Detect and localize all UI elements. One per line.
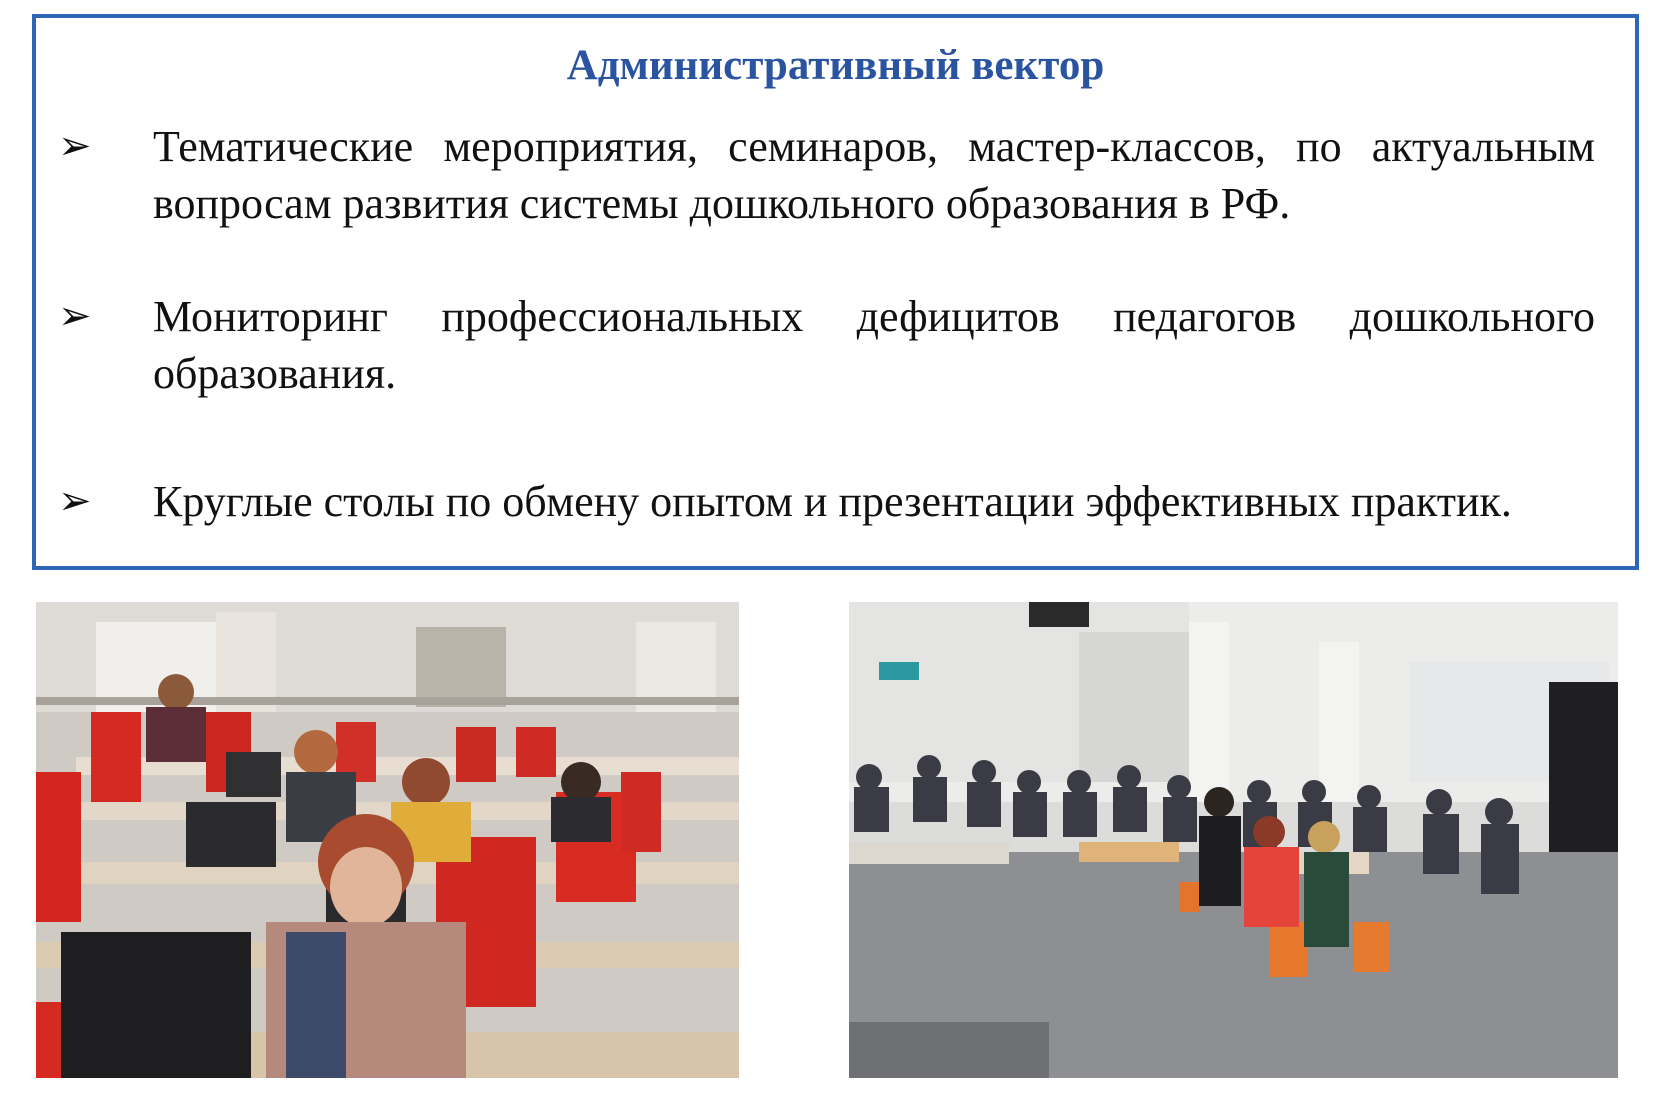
bullet-text: Мониторинг профессиональных дефицитов педагогов дошкольного образования. — [153, 292, 1595, 398]
page-title: Административный вектор — [566, 42, 1105, 89]
arrow-bullet-icon: ➢ — [58, 478, 92, 524]
arrow-bullet-icon: ➢ — [58, 293, 92, 339]
arrow-bullet-icon: ➢ — [58, 123, 92, 169]
bullet-item — [58, 288, 1595, 402]
bullet-item — [58, 118, 1595, 232]
bullet-text: Круглые столы по обмену опытом и презентации эффективных практик. — [153, 477, 1512, 526]
bullet-text: Тематические мероприятия, семинаров, мастер-классов, по актуальным вопросам развития системы дошкольного образования в РФ. — [153, 122, 1595, 228]
photo-classroom — [36, 602, 739, 1078]
photo-workshop — [849, 602, 1618, 1078]
workshop-photo-icon — [849, 602, 1618, 1078]
classroom-photo-icon — [36, 602, 739, 1078]
bullet-item — [58, 473, 1595, 530]
info-box — [32, 14, 1639, 570]
